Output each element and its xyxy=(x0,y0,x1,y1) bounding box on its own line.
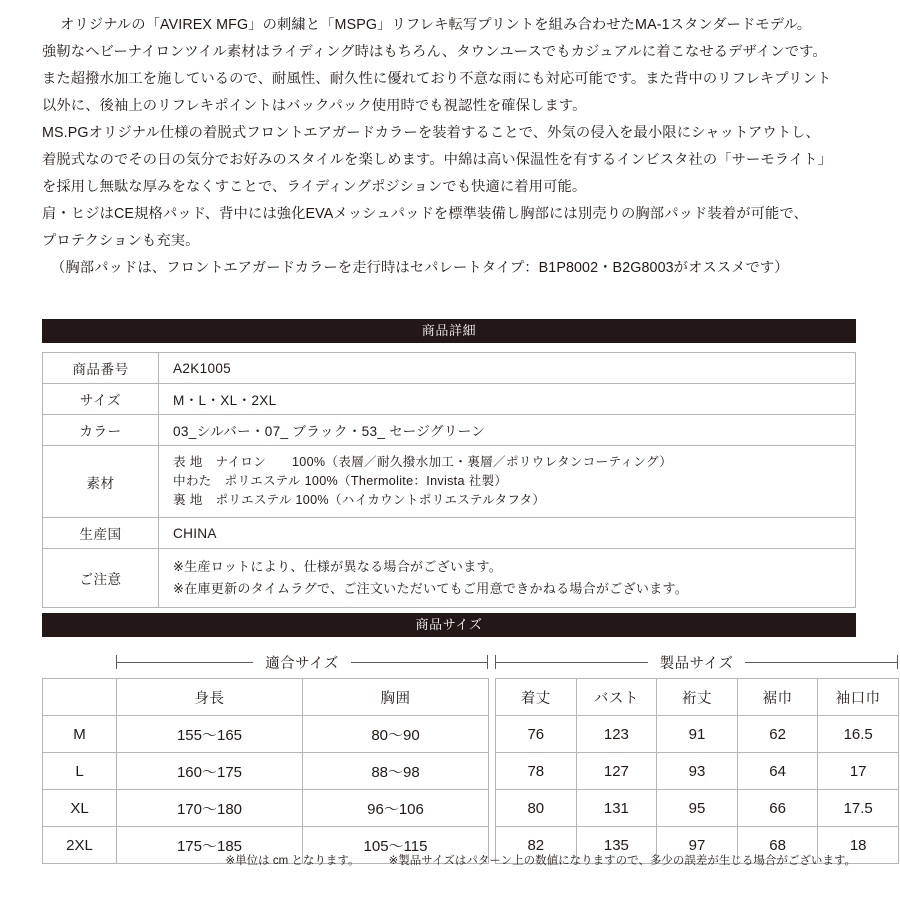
fit-cell-height: 175〜185 xyxy=(117,827,303,864)
detail-label-country: 生産国 xyxy=(43,518,159,549)
bracket-rule-icon xyxy=(117,662,253,663)
fit-cell-chest: 88〜98 xyxy=(303,753,489,790)
product-header-bust: バスト xyxy=(576,679,657,716)
description-line: （胸部パッドは、フロントエアガードカラーを走行時はセパレートタイプ：B1P8002・B2G8003がオススメです） xyxy=(51,260,789,276)
table-row xyxy=(43,384,856,415)
product-description xyxy=(42,12,862,282)
notice-line-lot: ※生産ロットにより、仕様が異なる場合がございます。 xyxy=(173,559,503,574)
detail-label-color: カラー xyxy=(43,415,159,446)
footnote-unit: ※単位は cm となります。 xyxy=(225,855,360,867)
product-header-length: 着丈 xyxy=(496,679,577,716)
fit-size-group-bracket xyxy=(116,646,488,678)
fit-header-height: 身長 xyxy=(117,679,303,716)
product-cell-cuff: 18 xyxy=(818,827,899,864)
detail-label-item-number: 商品番号 xyxy=(43,353,159,384)
table-header-row xyxy=(43,679,489,716)
fit-size-group-label: 適合サイズ xyxy=(265,655,339,672)
product-cell-length: 78 xyxy=(496,753,577,790)
size-tables-container xyxy=(42,678,881,862)
description-line: 以外に、後袖上のリフレキポイントはバックパック使用時でも視認性を確保します。 xyxy=(42,98,587,114)
fit-cell-height: 170〜180 xyxy=(117,790,303,827)
product-size-section-header: 商品サイズ xyxy=(42,613,856,637)
detail-value-country: CHINA xyxy=(159,518,856,549)
notice-line-stock: ※在庫更新のタイムラグで、ご注文いただいてもご用意できかねる場合がございます。 xyxy=(173,581,689,596)
bracket-rule-icon xyxy=(351,662,487,663)
detail-value-color: 03_シルバー・07_ ブラック・53_ セージグリーン xyxy=(159,415,856,446)
product-cell-cuff: 16.5 xyxy=(818,716,899,753)
product-size-group-label: 製品サイズ xyxy=(659,655,734,672)
product-cell-sleeve-total: 95 xyxy=(657,790,738,827)
product-size-group-bracket xyxy=(495,646,898,678)
product-cell-hem: 66 xyxy=(737,790,818,827)
product-cell-length: 76 xyxy=(496,716,577,753)
product-cell-bust: 135 xyxy=(576,827,657,864)
product-cell-sleeve-total: 91 xyxy=(657,716,738,753)
description-line: を採用し無駄な厚みをなくすことで、ライディングポジションでも快適に着用可能。 xyxy=(42,179,587,195)
table-row xyxy=(43,549,856,608)
description-line: 着脱式なのでその日の気分でお好みのスタイルを楽しめます。中綿は高い保温性を有するインビスタ社の「サーモライト」 xyxy=(42,152,832,168)
detail-value-notice xyxy=(159,549,856,608)
product-header-cuff: 袖口巾 xyxy=(818,679,899,716)
product-cell-hem: 62 xyxy=(737,716,818,753)
size-group-labels xyxy=(42,646,856,678)
table-row xyxy=(43,446,856,518)
product-cell-bust: 127 xyxy=(576,753,657,790)
product-cell-length: 80 xyxy=(496,790,577,827)
product-header-sleeve-total: 裄丈 xyxy=(657,679,738,716)
fit-cell-height: 155〜165 xyxy=(117,716,303,753)
detail-label-notice: ご注意 xyxy=(43,549,159,608)
product-header-hem: 裾巾 xyxy=(737,679,818,716)
footnote-tolerance: ※製品サイズはパターン上の数値になりますので、多少の誤差が生じる場合がございます。 xyxy=(388,855,856,867)
fit-cell-chest: 105〜115 xyxy=(303,827,489,864)
product-cell-cuff: 17.5 xyxy=(818,790,899,827)
fit-cell-chest: 80〜90 xyxy=(303,716,489,753)
description-line: MS.PGオリジナル仕様の着脱式フロントエアガードカラーを装着することで、外気の侵入を最小限にシャットアウトし、 xyxy=(42,125,820,141)
size-footnotes xyxy=(42,852,856,868)
product-cell-length: 82 xyxy=(496,827,577,864)
table-row xyxy=(43,790,489,827)
table-header-row xyxy=(496,679,899,716)
table-row xyxy=(43,753,489,790)
description-line: プロテクションも充実。 xyxy=(42,233,200,249)
description-line: 肩・ヒジはCE規格パッド、背中には強化EVAメッシュパッドを標準装備し胸部には別売りの胸部パッド装着が可能で、 xyxy=(42,206,808,222)
description-line: オリジナルの「AVIREX MFG」の刺繍と「MSPG」リフレキ転写プリントを組み合わせたMA-1スタンダードモデル。 xyxy=(60,17,812,33)
detail-value-item-number: A2K1005 xyxy=(159,353,856,384)
bracket-rule-icon xyxy=(496,662,648,663)
fit-cell-chest: 96〜106 xyxy=(303,790,489,827)
product-cell-hem: 68 xyxy=(737,827,818,864)
detail-label-size: サイズ xyxy=(43,384,159,415)
detail-label-material: 素材 xyxy=(43,446,159,518)
fit-cell-height: 160〜175 xyxy=(117,753,303,790)
fit-cell-size: M xyxy=(43,716,117,753)
bracket-cap-right-icon xyxy=(897,655,898,669)
product-cell-sleeve-total: 97 xyxy=(657,827,738,864)
bracket-cap-right-icon xyxy=(487,655,488,669)
product-size-table xyxy=(495,678,899,864)
bracket-rule-icon xyxy=(745,662,897,663)
table-row xyxy=(496,790,899,827)
fit-header-chest: 胸囲 xyxy=(303,679,489,716)
fit-cell-size: L xyxy=(43,753,117,790)
product-cell-hem: 64 xyxy=(737,753,818,790)
product-detail-table xyxy=(42,352,856,608)
product-cell-bust: 123 xyxy=(576,716,657,753)
fit-header-size xyxy=(43,679,117,716)
description-line: また超撥水加工を施しているので、耐風性、耐久性に優れており不意な雨にも対応可能です。また背中のリフレキプリント xyxy=(42,71,832,87)
product-detail-section-header: 商品詳細 xyxy=(42,319,856,343)
table-row xyxy=(496,716,899,753)
table-row xyxy=(43,415,856,446)
material-line-filling: 中わた ポリエステル 100%（Thermolite：Invista 社製） xyxy=(173,474,508,488)
product-size-section xyxy=(42,646,881,862)
detail-value-size: M・L・XL・2XL xyxy=(159,384,856,415)
table-row xyxy=(43,353,856,384)
fit-cell-size: 2XL xyxy=(43,827,117,864)
description-line: 強靭なヘビーナイロンツイル素材はライディング時はもちろん、タウンユースでもカジュアルに着こなせるデザインです。 xyxy=(42,44,827,60)
table-row xyxy=(43,518,856,549)
material-line-outer: 表 地 ナイロン 100%（表層／耐久撥水加工・裏層／ポリウレタンコーティング） xyxy=(173,455,673,469)
fit-size-table xyxy=(42,678,489,864)
table-row xyxy=(43,716,489,753)
detail-value-material xyxy=(159,446,856,518)
product-cell-sleeve-total: 93 xyxy=(657,753,738,790)
material-line-lining: 裏 地 ポリエステル 100%（ハイカウントポリエステルタフタ） xyxy=(173,493,546,507)
product-cell-cuff: 17 xyxy=(818,753,899,790)
table-row xyxy=(496,753,899,790)
fit-cell-size: XL xyxy=(43,790,117,827)
product-cell-bust: 131 xyxy=(576,790,657,827)
